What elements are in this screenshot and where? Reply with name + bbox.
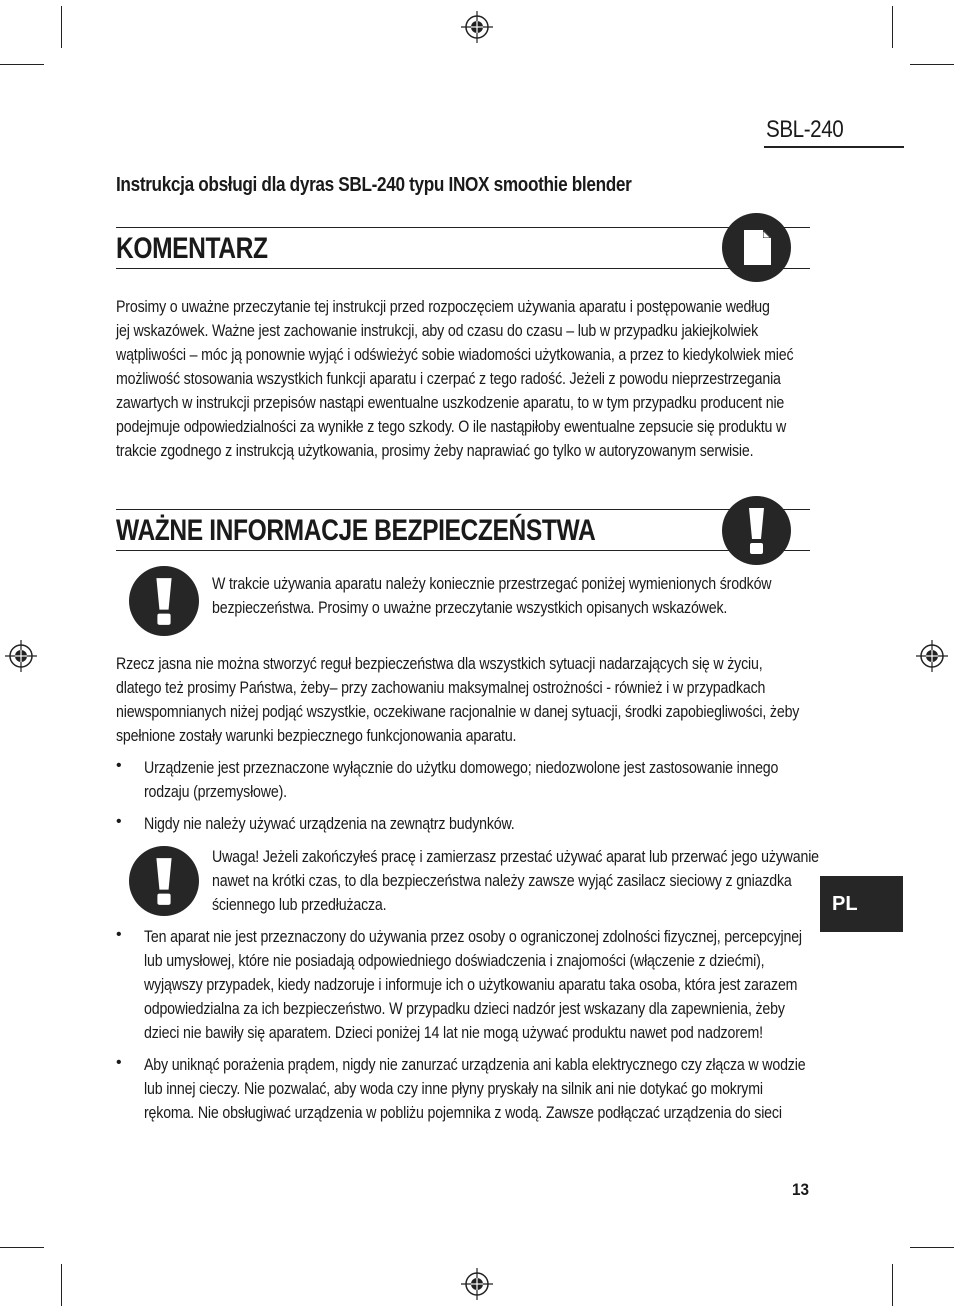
section-rule-bottom <box>116 550 810 551</box>
document-title: Instrukcja obsługi dla dyras SBL-240 typu INOX smoothie blender <box>116 174 632 196</box>
text-line: Prosimy o uważne przeczytanie tej instrukcji przed rozpoczęciem używania aparatu i postępowanie według <box>116 298 770 316</box>
crop-mark <box>0 64 44 65</box>
text-line: niewspomnianych niżej podjąć wszystkie, oczekiwane racjonalnie w danej sytuacji, środki zapobiegliwości, żeby <box>116 703 800 721</box>
text-line: Rzecz jasna nie można stworzyć reguł bezpieczeństwa dla wszystkich sytuacji nadarzających się w życiu, <box>116 655 763 673</box>
bullet-marker: • <box>116 1054 122 1071</box>
warning-exclamation-icon <box>129 846 199 916</box>
page-number: 13 <box>792 1180 810 1199</box>
text-line: ściennego lub przedłużacza. <box>212 896 387 914</box>
warning-exclamation-icon <box>129 566 199 636</box>
registration-mark-icon <box>460 1267 494 1301</box>
text-line: wyjąwszy przypadek, kiedy nadzoruje i informuje ich o użytkowaniu aparatu taka osoba, która jest zarazem <box>144 976 798 994</box>
crop-mark <box>0 1247 44 1248</box>
text-line: Aby uniknąć porażenia prądem, nigdy nie zanurzać urządzenia ani kabla elektrycznego czy złącza w wodzie <box>144 1056 806 1074</box>
bullet-marker: • <box>116 757 122 774</box>
language-tab-label: PL <box>832 893 858 915</box>
text-line: zawartych w instrukcji przepisów nastąpi ewentualne uszkodzenie aparatu, to w tym przypadku producent nie <box>116 394 785 412</box>
section-title-komentarz: KOMENTARZ <box>116 232 268 265</box>
text-line: rodzaju (przemysłowe). <box>144 783 287 801</box>
section-title-safety: WAŻNE INFORMACJE BEZPIECZEŃSTWA <box>116 514 596 547</box>
komentarz-paragraph <box>116 295 810 463</box>
model-underline <box>764 146 904 148</box>
text-line: nawet na krótki czas, to dla bezpieczeństwa należy zawsze wyjąć zasilacz sieciowy z gniazdka <box>212 872 792 890</box>
bullet-marker: • <box>116 813 122 830</box>
text-line: podejmuje odpowiedzialności za wynikłe z tego szkody. O ile nastąpiłoby ewentualne zepsucie się produktu w <box>116 418 787 436</box>
crop-mark <box>61 1264 62 1306</box>
text-line: Uwaga! Jeżeli zakończyłeś pracę i zamierzasz przestać używać aparat lub przerwać jego używanie <box>212 848 819 866</box>
language-tab <box>820 876 903 932</box>
text-line: spełnione zostały warunki bezpiecznego funkcjonowania aparatu. <box>116 727 517 745</box>
text-line: Urządzenie jest przeznaczone wyłącznie do użytku domowego; niedozwolone jest zastosowanie innego <box>144 759 779 777</box>
section-rule-top <box>116 227 810 228</box>
bullet-item-4 <box>144 1053 810 1125</box>
warning-text-2 <box>212 845 819 917</box>
text-line: dlatego też prosimy Państwa, żeby– przy zachowaniu maksymalnej ostrożności - również i w przypadkach <box>116 679 766 697</box>
text-line: wątpliwości – móc ją ponownie wyjąć i odświeżyć sobie wiadomości użytkowania, a przez to kiedykolwiek mieć <box>116 346 794 364</box>
text-line: Nigdy nie należy używać urządzenia na zewnątrz budynków. <box>144 815 515 833</box>
safety-intro-paragraph <box>116 652 810 748</box>
crop-mark <box>910 64 954 65</box>
text-line: lub umysłowej, które nie posiadają odpowiedniego doświadczenia i znajomości (włączenie z dziećmi), <box>144 952 765 970</box>
bullet-item-3 <box>144 925 810 1045</box>
text-line: bezpieczeństwa. Prosimy o uważne przeczytanie wszystkich opisanych wskazówek. <box>212 599 728 617</box>
bullet-marker: • <box>116 926 122 943</box>
bullet-item-1 <box>144 756 810 804</box>
warning-text-1 <box>212 572 812 620</box>
model-number: SBL-240 <box>766 116 844 143</box>
registration-mark-icon <box>460 10 494 44</box>
section-rule-bottom <box>116 268 810 269</box>
crop-mark <box>61 6 62 48</box>
text-line: odpowiedzialna za ich bezpieczeństwo. W przypadku dzieci nadzór jest wskazany dla zapewnienia, żeby <box>144 1000 785 1018</box>
crop-mark <box>910 1247 954 1248</box>
text-line: możliwość stosowania wszystkich funkcji aparatu i czerpać z tego radość. Jeżeli z powodu nieprzestrzegania <box>116 370 781 388</box>
text-line: trakcie zgodnego z instrukcją użytkowania, prosimy żeby naprawiać go tylko w autoryzowanym serwisie. <box>116 442 754 460</box>
text-line: dzieci nie bawiły się aparatem. Dzieci poniżej 14 lat nie mogą używać produktu nawet pod nadzorem! <box>144 1024 763 1042</box>
section-rule-top <box>116 509 810 510</box>
document-icon <box>722 213 791 282</box>
text-line: Ten aparat nie jest przeznaczony do używania przez osoby o ograniczonej zdolności fizycznej, percepcyjnej <box>144 928 802 946</box>
registration-mark-icon <box>4 639 38 673</box>
bullet-item-2 <box>144 812 810 836</box>
text-line: rękoma. Nie obsługiwać urządzenia w pobliżu pojemnika z wodą. Zawsze podłączać urządzenia do sieci <box>144 1104 782 1122</box>
text-line: jej wskazówek. Ważne jest zachowanie instrukcji, aby od czasu do czasu – lub w przypadku jakiejkolwiek <box>116 322 759 340</box>
text-line: lub innej cieczy. Nie pozwalać, aby woda czy inne płyny pryskały na silnik ani nie dotykać go mokrymi <box>144 1080 763 1098</box>
text-line: W trakcie używania aparatu należy koniecznie przestrzegać poniżej wymienionych środków <box>212 575 772 593</box>
crop-mark <box>892 1264 893 1306</box>
exclamation-icon <box>722 496 791 565</box>
registration-mark-icon <box>915 639 949 673</box>
crop-mark <box>892 6 893 48</box>
